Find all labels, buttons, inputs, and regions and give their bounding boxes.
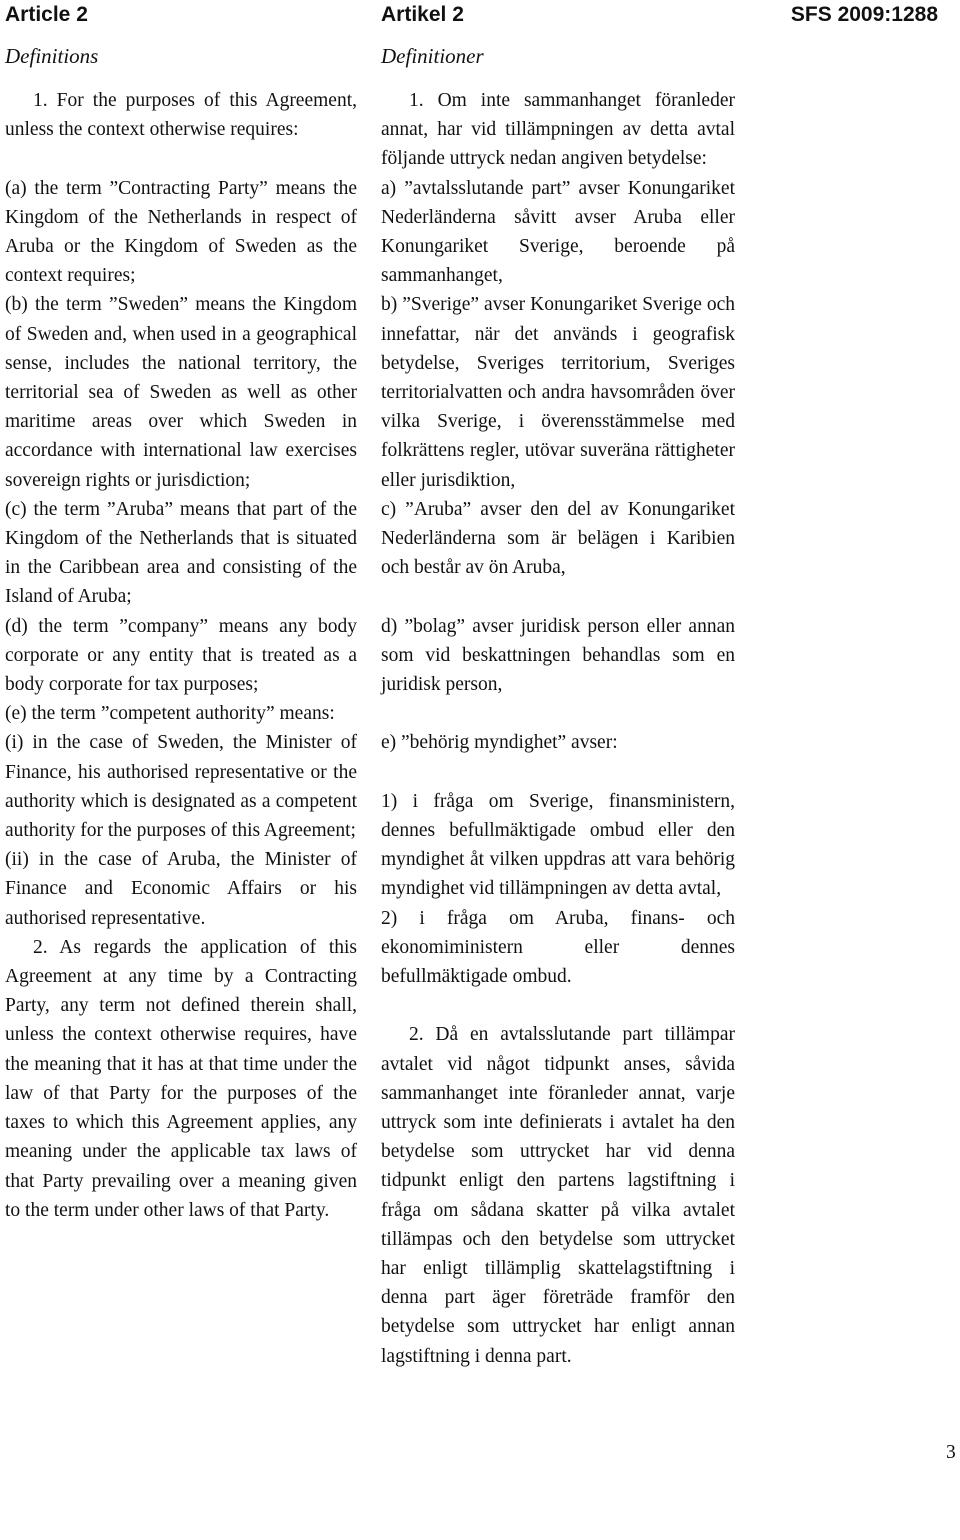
article-title-sv: Artikel 2: [381, 3, 464, 26]
paragraph-2-sv: 2. Då en avtalsslutande part tillämpar avtalet vid något tidpunkt anses, såvida sammanhanget inte föranleder annat, varje uttryck som inte definierats i avtalet ha den betydelse som uttrycket har vid denna tidpunkt enligt den partens lagstiftning i fråga om sådana skatter på vilka avtalet tillämpas och den betydelse som uttrycket har enligt tillämplig skattelagstiftning i denna part äger företräde framför den betydelse som uttrycket har enligt annan lagstiftning i denna part.: [381, 1024, 735, 1367]
definition-a-en: (a) the term ”Contracting Party” means the Kingdom of the Netherlands in respect of Aruba or the Kingdom of Sweden as the context requires;: [5, 177, 357, 287]
definition-d-sv: d) ”bolag” avser juridisk person eller annan som vid beskattningen behandlas som en juridisk person,: [381, 615, 735, 696]
article-title-en: Article 2: [5, 3, 88, 26]
swedish-column: [381, 86, 735, 1371]
paragraph-1-en: 1. For the purposes of this Agreement, unless the context otherwise requires:: [5, 90, 357, 141]
definition-b-en: (b) the term ”Sweden” means the Kingdom of Sweden and, when used in a geographical sense, includes the national territory, the territorial sea of Sweden as well as other maritime areas over which Sweden in accordance with international law exercises sovereign rights or jurisdiction;: [5, 294, 357, 491]
sfs-number: SFS 2009:1288: [790, 3, 938, 26]
definition-e-sv: e) ”behörig myndighet” avser:: [381, 732, 618, 754]
definition-a-sv: a) ”avtalsslutande part” avser Konungariket Nederländerna såvitt avser Aruba eller Konungariket Sverige, beroende på sammanhanget,: [381, 177, 735, 287]
section-title-sv: Definitioner: [381, 44, 484, 68]
definition-e-ii-en: (ii) in the case of Aruba, the Minister of Finance and Economic Affairs or his authorised representative.: [5, 849, 357, 929]
paragraph-1-sv: 1. Om inte sammanhanget föranleder annat, har vid tillämpningen av detta avtal följande uttryck nedan angiven betydelse:: [381, 90, 735, 170]
definition-d-en: (d) the term ”company” means any body corporate or any entity that is treated as a body corporate for tax purposes;: [5, 615, 357, 696]
definition-c-sv: c) ”Aruba” avser den del av Konungariket Nederländerna som är belägen i Karibien och består av ön Aruba,: [381, 498, 735, 579]
section-title-en: Definitions: [5, 44, 99, 68]
definition-b-sv: b) ”Sverige” avser Konungariket Sverige och innefattar, när det används i geografisk betydelse, Sveriges territorium, Sveriges territorialvatten och andra havsområden över vilka Sverige, i överensstämmelse med folkrättens regler, utövar suveräna rättigheter eller jurisdiktion,: [381, 294, 735, 491]
definition-e-1-sv: 1) i fråga om Sverige, finansministern, dennes befullmäktigade ombud eller den myndighet åt vilken uppdras att vara behörig myndighet vid tillämpningen av detta avtal,: [381, 790, 735, 900]
definition-e-en: (e) the term ”competent authority” means:: [5, 703, 335, 725]
definition-c-en: (c) the term ”Aruba” means that part of the Kingdom of the Netherlands that is situated in the Caribbean area and consisting of the Island of Aruba;: [5, 498, 357, 608]
page-number: 3: [946, 1442, 956, 1463]
english-column: [5, 86, 357, 1225]
definition-e-2-sv: 2) i fråga om Aruba, finans- och ekonomiministern eller dennes befullmäktigade ombud.: [381, 907, 735, 988]
paragraph-2-en: 2. As regards the application of this Agreement at any time by a Contracting Party, any term not defined therein shall, unless the context otherwise requires, have the meaning that it has at that time under the law of that Party for the purposes of the taxes to which this Agreement applies, any meaning under the applicable tax laws of that Party prevailing over a meaning given to the term under other laws of that Party.: [5, 936, 357, 1221]
definition-e-i-en: (i) in the case of Sweden, the Minister of Finance, his authorised representative or the authority which is designated as a competent authority for the purposes of this Agreement;: [5, 732, 357, 842]
